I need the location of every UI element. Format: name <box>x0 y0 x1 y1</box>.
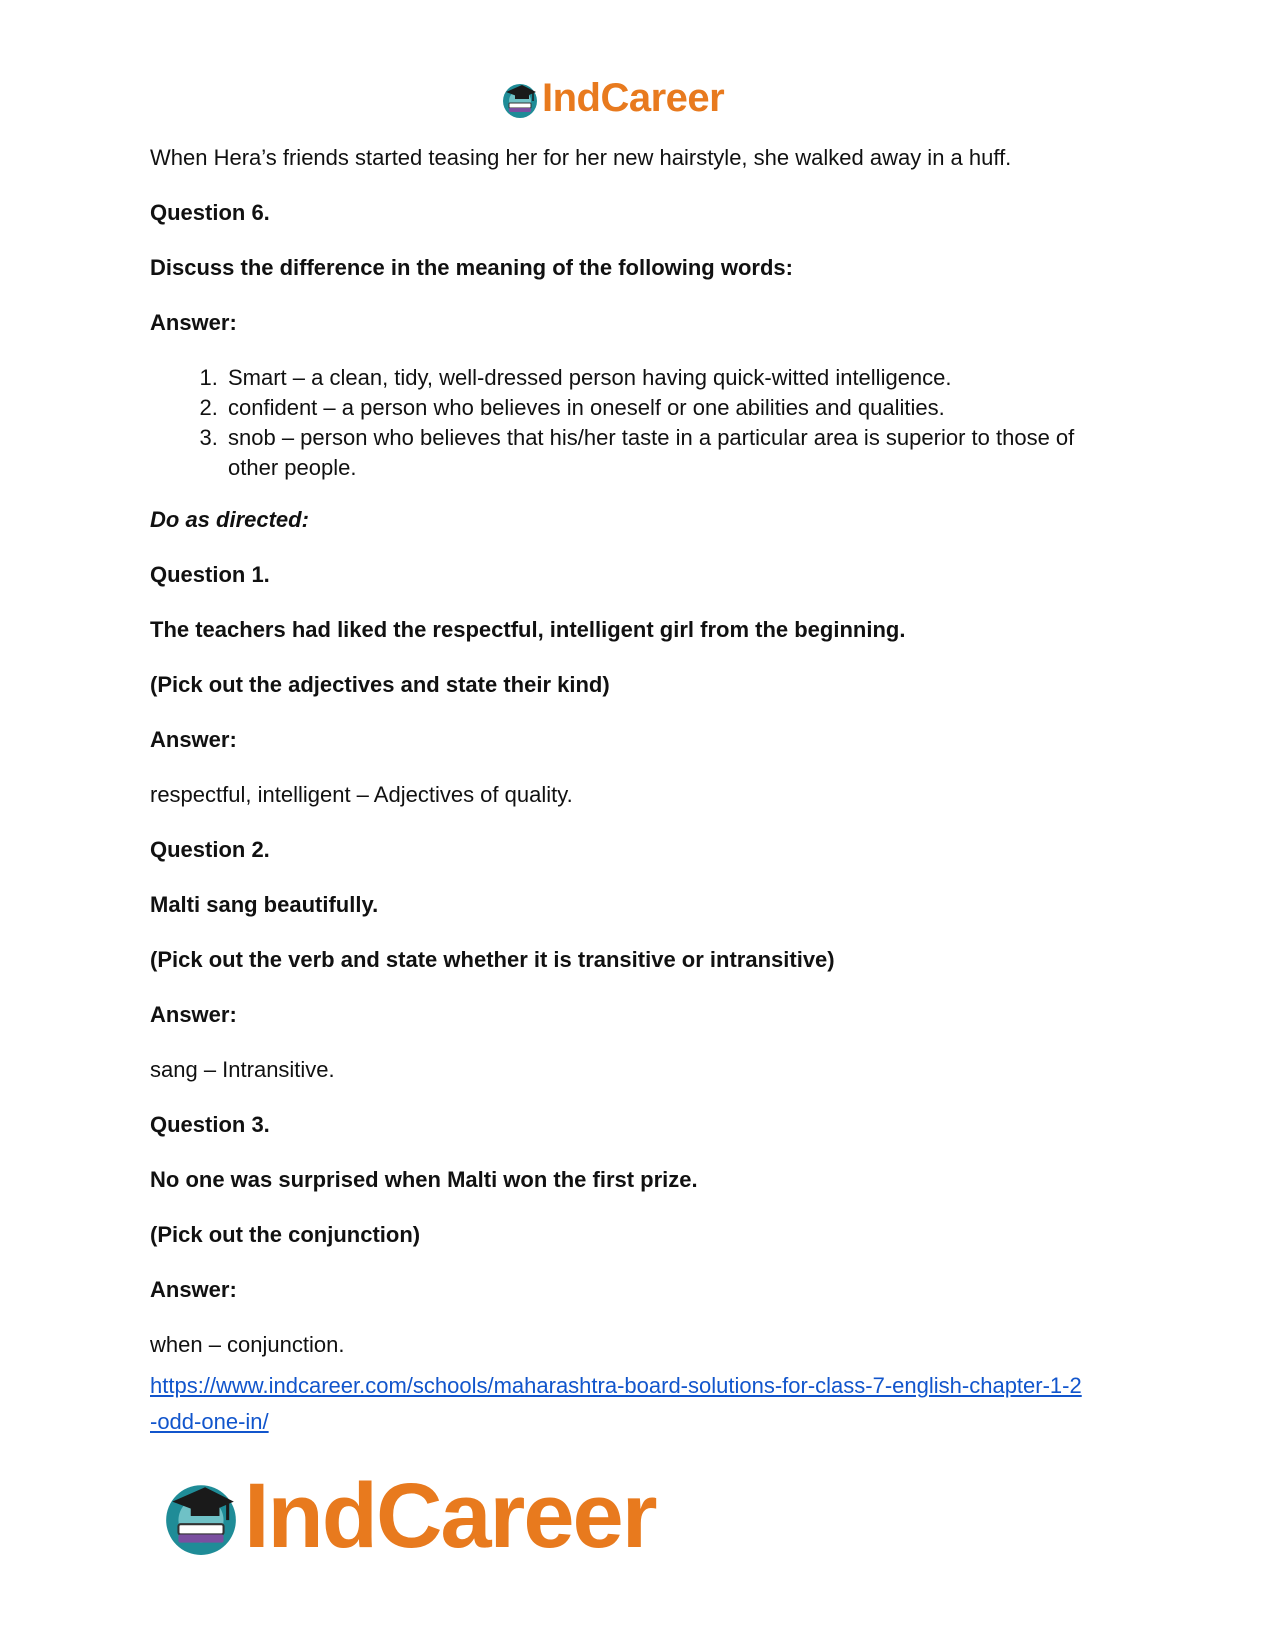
graduation-cap-icon <box>500 79 540 119</box>
question-3-answer: when – conjunction. <box>150 1332 345 1357</box>
question-3-sentence: No one was surprised when Malti won the first prize. <box>150 1167 698 1192</box>
question-2-answer: sang – Intransitive. <box>150 1057 335 1082</box>
footer-logo <box>160 1465 656 1567</box>
header-logo <box>500 76 724 121</box>
question-6-title: Question 6. <box>150 200 270 225</box>
question-3-title: Question 3. <box>150 1112 270 1137</box>
logo-text: IndCareer <box>244 1465 656 1567</box>
question-1-sentence: The teachers had liked the respectful, intelligent girl from the beginning. <box>150 617 906 642</box>
list-item: 1. Smart – a clean, tidy, well-dressed person having quick-witted intelligence. <box>224 363 1130 393</box>
graduation-cap-icon <box>160 1475 242 1557</box>
question-2-answer-label: Answer: <box>150 1002 237 1027</box>
question-2-title: Question 2. <box>150 837 270 862</box>
question-1-answer: respectful, intelligent – Adjectives of quality. <box>150 782 573 807</box>
question-1-title: Question 1. <box>150 562 270 587</box>
question-1-answer-label: Answer: <box>150 727 237 752</box>
list-item: 2. confident – a person who believes in oneself or one abilities and qualities. <box>224 393 1130 423</box>
source-link-line-2[interactable]: -odd-one-in/ <box>150 1409 269 1434</box>
question-6-answer-list <box>150 363 1130 483</box>
question-3-instruction: (Pick out the conjunction) <box>150 1222 421 1247</box>
question-2-sentence: Malti sang beautifully. <box>150 892 379 917</box>
list-item: 3. snob – person who believes that his/her taste in a particular area is superior to those of other people. <box>224 423 1130 483</box>
question-6-answer-label: Answer: <box>150 310 237 335</box>
source-link[interactable] <box>150 1368 1130 1440</box>
logo-text: IndCareer <box>542 76 725 120</box>
question-6-prompt: Discuss the difference in the meaning of the following words: <box>150 255 793 280</box>
question-2-instruction: (Pick out the verb and state whether it is transitive or intransitive) <box>150 947 835 972</box>
question-3-answer-label: Answer: <box>150 1277 237 1302</box>
document-body <box>150 143 1130 1440</box>
section-heading: Do as directed: <box>150 507 309 532</box>
intro-paragraph: When Hera’s friends started teasing her for her new hairstyle, she walked away in a huff. <box>150 145 1012 170</box>
question-1-instruction: (Pick out the adjectives and state their kind) <box>150 672 610 697</box>
source-link-line-1[interactable]: https://www.indcareer.com/schools/maharashtra-board-solutions-for-class-7-english-chapter-1-2 <box>150 1373 1082 1398</box>
